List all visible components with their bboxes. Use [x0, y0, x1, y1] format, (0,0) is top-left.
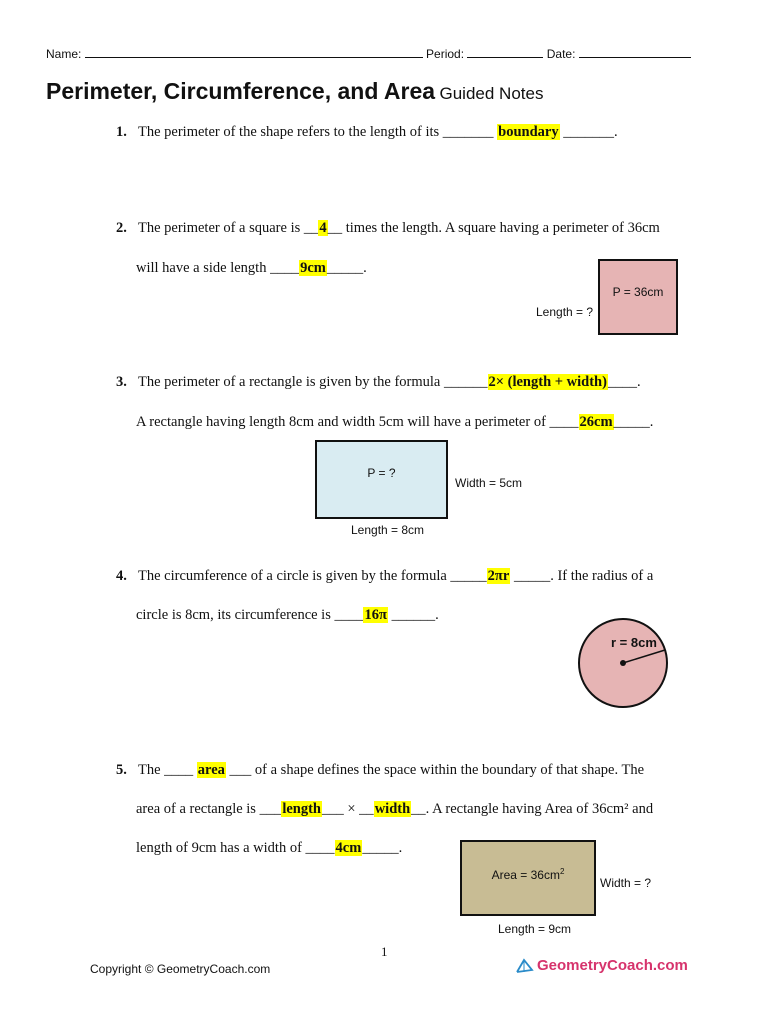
q5-text-after: ___ of a shape defines the space within the boundary of that shape. The [225, 762, 645, 778]
rectangle-figure [315, 440, 448, 519]
period-label: Period: [426, 47, 465, 61]
copyright-text: Copyright © GeometryCoach.com [90, 962, 271, 976]
page-number: 1 [381, 944, 388, 959]
q5-answer-4: 4cm [335, 840, 362, 856]
q4-text-after: _____. If the radius of a [510, 568, 654, 584]
q3-text-after: ____. [607, 374, 641, 390]
question-4-line-2 [136, 607, 439, 624]
header-fields [46, 46, 706, 61]
q4-answer-2: 16π [364, 607, 387, 623]
question-number: 3. [116, 374, 127, 390]
q3-answer-2: 26cm [579, 414, 613, 430]
q2-text-2-after: _____. [326, 260, 367, 276]
date-label: Date: [546, 47, 576, 61]
page-title [46, 78, 543, 105]
question-1 [116, 124, 618, 141]
q2-text-2: will have a side length ____ [136, 260, 300, 276]
q4-answer-1: 2πr [487, 568, 510, 584]
q4-text-2: circle is 8cm, its circumference is ____ [136, 607, 364, 623]
q3-answer-1: 2× (length + width) [488, 374, 607, 390]
q5-text-3: length of 9cm has a width of ____ [136, 840, 335, 856]
q3-text-2: A rectangle having length 8cm and width 5cm will have a perimeter of ____ [136, 414, 579, 430]
q5-answer-2: length [282, 801, 321, 817]
area-length-label: Length = 9cm [498, 922, 572, 936]
geometrycoach-logo[interactable] [515, 955, 688, 975]
q4-text-2-after: ______. [387, 607, 439, 623]
question-3-line-1 [116, 374, 641, 391]
center-point [620, 660, 626, 666]
q5-text-3-after: _____. [362, 840, 403, 856]
period-field[interactable] [467, 46, 543, 58]
logo-icon [515, 955, 535, 975]
q1-text-after: _______. [559, 124, 618, 140]
q1-text: The perimeter of the shape refers to the length of its _______ [138, 124, 498, 140]
question-5-line-3 [136, 840, 402, 857]
question-number: 1. [116, 124, 127, 140]
q5-answer-3: width [374, 801, 411, 817]
date-field[interactable] [579, 46, 691, 58]
q5-text-2-mid: ___ × __ [322, 801, 374, 817]
question-4-line-1 [116, 568, 653, 585]
q1-answer: boundary [498, 124, 559, 140]
title-sub: Guided Notes [439, 84, 544, 103]
area-rectangle-figure [460, 840, 596, 916]
question-3-line-2 [136, 414, 653, 431]
q2-answer-1: 4 [319, 220, 327, 236]
rectangle-perimeter-label: P = ? [367, 466, 396, 480]
area-label [462, 867, 594, 882]
question-number: 4. [116, 568, 127, 584]
q3-text: The perimeter of a rectangle is given by the formula ______ [138, 374, 488, 390]
question-2-line-1 [116, 220, 660, 237]
question-number: 5. [116, 762, 127, 778]
q5-answer-1: area [197, 762, 225, 778]
q2-text-after: __ times the length. A square having a perimeter of 36cm [327, 220, 660, 236]
question-number: 2. [116, 220, 127, 236]
rectangle-width-label: Width = 5cm [455, 476, 523, 490]
name-label: Name: [46, 47, 82, 61]
q5-text: The ____ [138, 762, 197, 778]
square-figure [598, 259, 678, 335]
q4-text: The circumference of a circle is given by the formula _____ [138, 568, 487, 584]
square-perimeter-label: P = 36cm [612, 285, 664, 299]
circle-figure [575, 615, 675, 715]
square-length-label: Length = ? [536, 305, 594, 319]
question-5-line-2 [136, 801, 653, 818]
radius-label: r = 8cm [611, 635, 657, 650]
q5-text-2-after: __. A rectangle having Area of 36cm² and [411, 801, 654, 817]
q2-answer-2: 9cm [300, 260, 326, 276]
q2-text: The perimeter of a square is __ [138, 220, 319, 236]
q5-text-2: area of a rectangle is ___ [136, 801, 282, 817]
rectangle-length-label: Length = 8cm [351, 523, 425, 537]
logo-text: GeometryCoach.com [537, 956, 688, 974]
area-label-exponent: 2 [559, 867, 565, 876]
area-label-text: Area = 36cm [491, 868, 560, 882]
q3-text-2-after: _____. [613, 414, 654, 430]
question-5-line-1 [116, 762, 644, 779]
question-2-line-2 [136, 260, 367, 277]
name-field[interactable] [85, 46, 423, 58]
area-width-label: Width = ? [600, 876, 652, 890]
title-main: Perimeter, Circumference, and Area [46, 78, 436, 104]
